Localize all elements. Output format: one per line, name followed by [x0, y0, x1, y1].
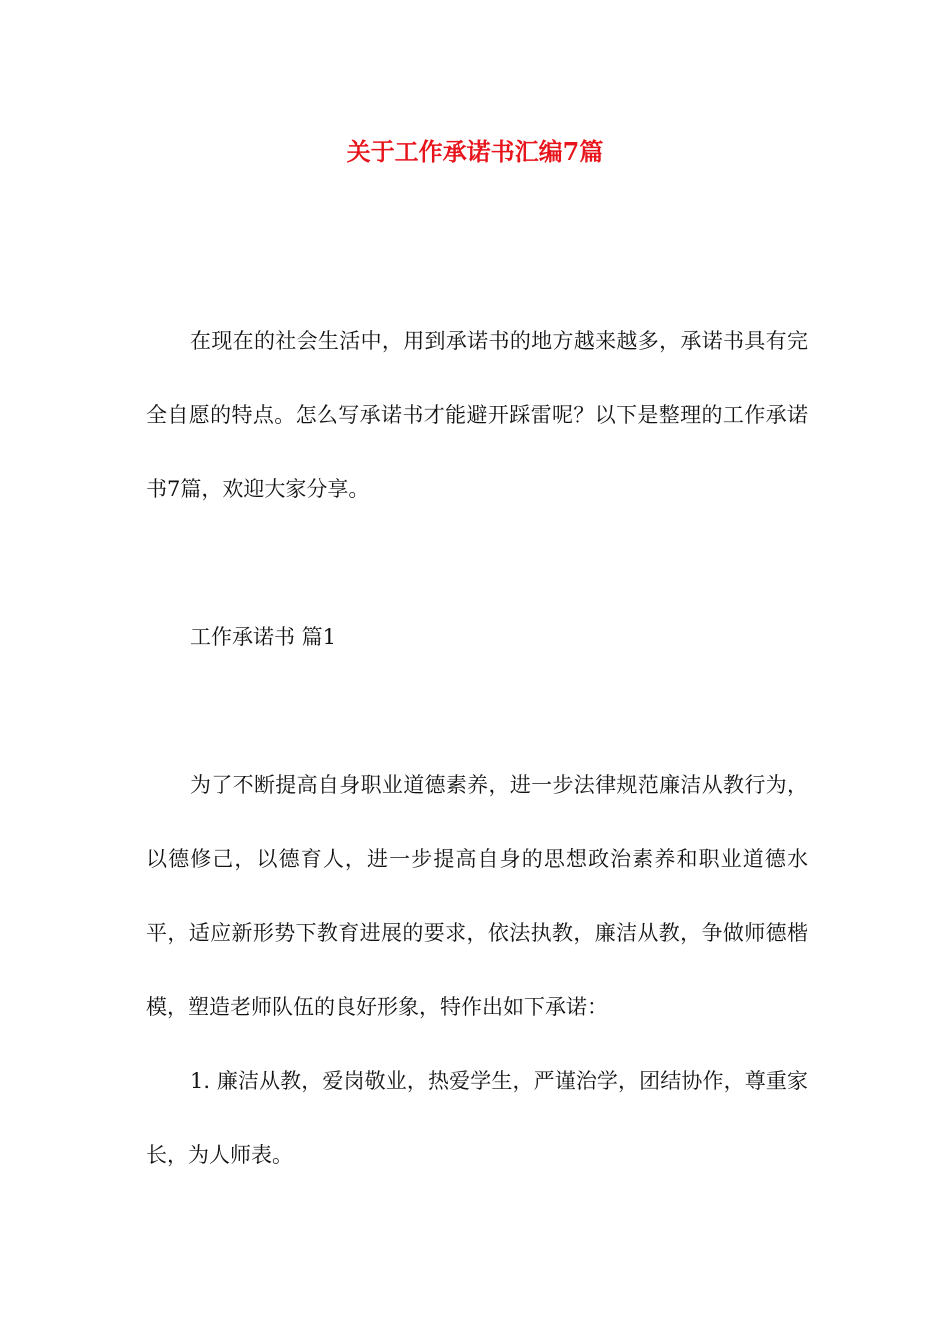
body-paragraph: 为了不断提高自身职业道德素养，进一步法律规范廉洁从教行为，以德修己，以德育人，进一步提高自身的思想政治素养和职业道德水平，适应新形势下教育进展的要求，依法执教，廉洁从教，争做师德楷模，塑造老师队伍的良好形象，特作出如下承诺：: [146, 773, 808, 1019]
list-item: 1. 廉洁从教，爱岗敬业，热爱学生，严谨治学，团结协作，尊重家长，为人师表。: [146, 1069, 808, 1167]
document-title: 关于工作承诺书汇编7篇: [346, 137, 604, 166]
section-heading: 工作承诺书 篇1: [190, 625, 337, 649]
intro-paragraph: 在现在的社会生活中，用到承诺书的地方越来越多，承诺书具有完全自愿的特点。怎么写承诺书才能避开踩雷呢？以下是整理的工作承诺书7篇，欢迎大家分享。: [146, 329, 808, 501]
